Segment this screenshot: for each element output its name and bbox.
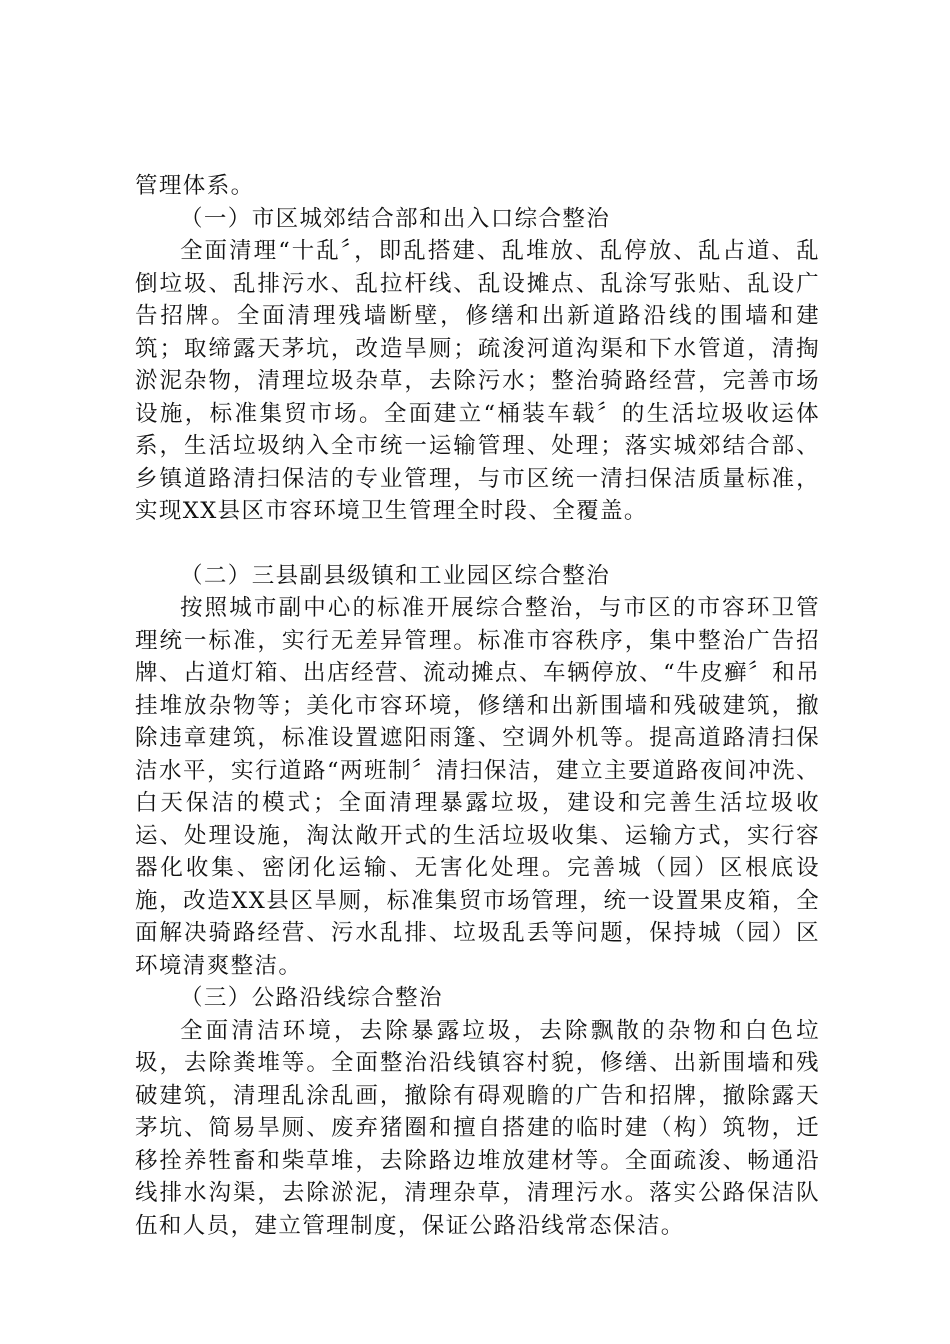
document-body	[135, 170, 820, 1242]
section-2-paragraph: 按照城市副中心的标准开展综合整治，与市区的市容环卫管理统一标准，实行无差异管理。标准市容秩序，集中整治广告招牌、占道灯箱、出店经营、流动摊点、车辆停放、“牛皮癣〞和吊挂堆放杂物等；美化市容环境，修缮和出新围墙和残破建筑，撤除违章建筑，标准设置遮阳雨篷、空调外机等。提高道路清扫保洁水平，实行道路“两班制〞清扫保洁，建立主要道路夜间冲洗、白天保洁的模式；全面清理暴露垃圾，建设和完善生活垃圾收运、处理设施，淘汰敞开式的生活垃圾收集、运输方式，实行容器化收集、密闭化运输、无害化处理。完善城（园）区根底设施，改造XX县区旱厕，标准集贸市场管理，统一设置果皮箱，全面解决骑路经营、污水乱排、垃圾乱丢等问题，保持城（园）区环境清爽整洁。	[135, 595, 820, 979]
section-2-heading: （二）三县副县级镇和工业园区综合整治	[180, 562, 611, 589]
section-1-paragraph: 全面清理“十乱〞，即乱搭建、乱堆放、乱停放、乱占道、乱倒垃圾、乱排污水、乱拉杆线、乱设摊点、乱涂写张贴、乱设广告招牌。全面清理残墙断壁，修缮和出新道路沿线的围墙和建筑；取缔露天茅坑，改造旱厕；疏浚河道沟渠和下水管道，清掏淤泥杂物，清理垃圾杂草，去除污水；整治骑路经营，完善市场设施，标准集贸市场。全面建立“桶装车载〞的生活垃圾收运体系，生活垃圾纳入全市统一运输管理、处理；落实城郊结合部、乡镇道路清扫保洁的专业管理，与市区统一清扫保洁质量标准，实现XX县区市容环境卫生管理全时段、全覆盖。	[135, 238, 820, 524]
paragraph-spacer	[135, 528, 820, 560]
lead-fragment: 管理体系。	[135, 173, 255, 199]
section-3-heading: （三）公路沿线综合整治	[180, 985, 443, 1011]
section-1-heading: （一）市区城郊结合部和出入口综合整治	[180, 205, 611, 232]
section-3-paragraph: 全面清洁环境，去除暴露垃圾，去除飘散的杂物和白色垃圾，去除粪堆等。全面整治沿线镇容村貌，修缮、出新围墙和残破建筑，清理乱涂乱画，撤除有碍观瞻的广告和招牌，撤除露天茅坑、简易旱厕、废弃猪圈和擅自搭建的临时建（构）筑物，迁移拴养牲畜和柴草堆，去除路边堆放建材等。全面疏浚、畅通沿线排水沟渠，去除淤泥，清理杂草，清理污水。落实公路保洁队伍和人员，建立管理制度，保证公路沿线常态保洁。	[135, 1017, 820, 1239]
